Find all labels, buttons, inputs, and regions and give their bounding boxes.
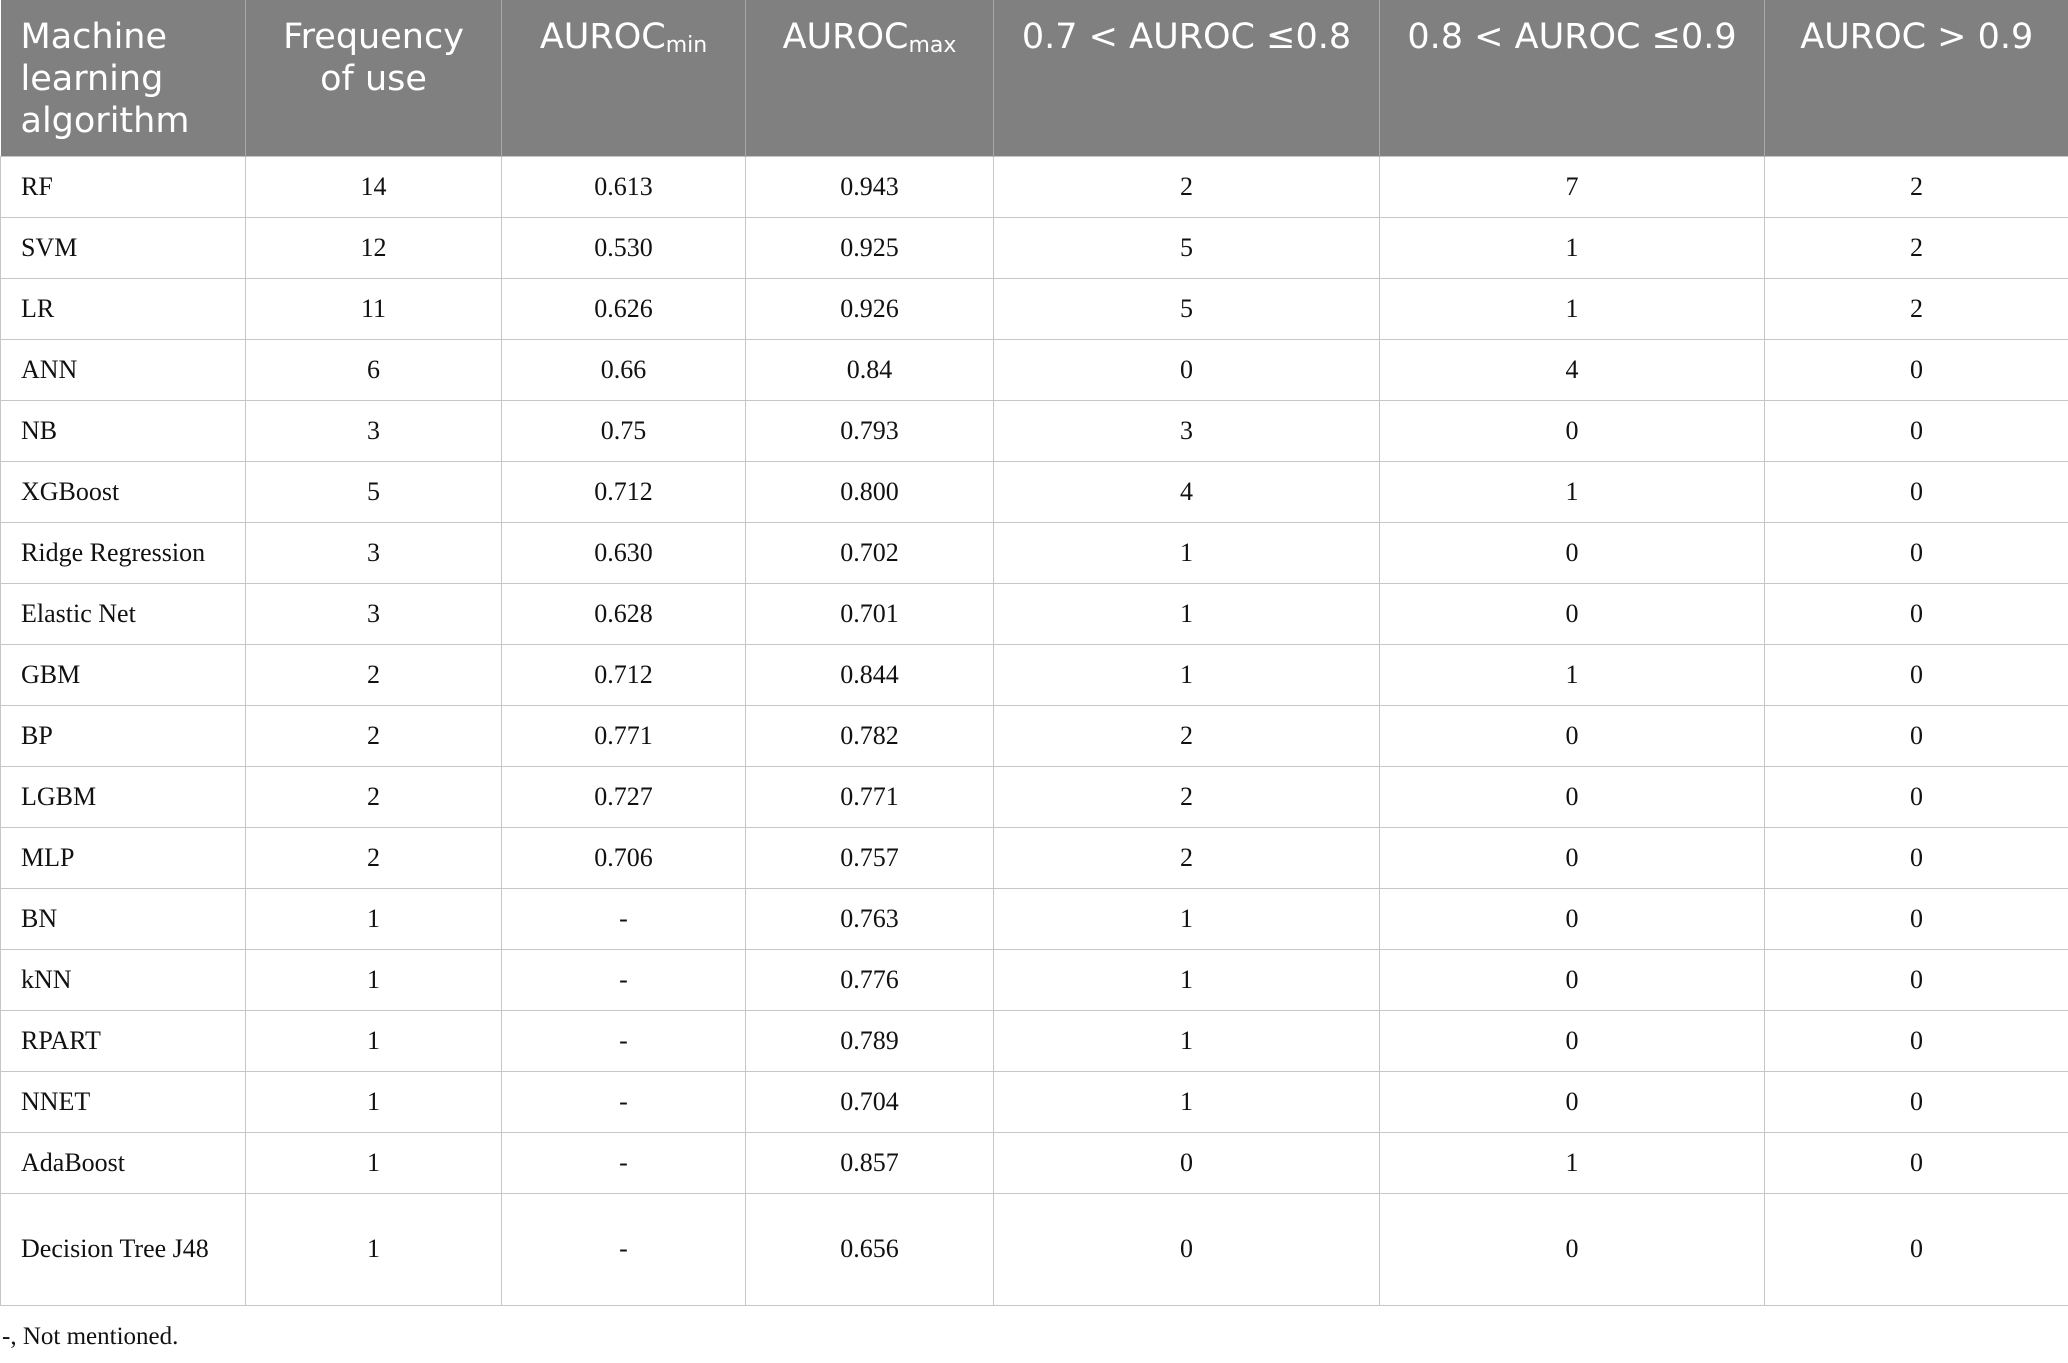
cell-auroc-min: - (502, 949, 746, 1010)
cell-count-gt-09: 0 (1765, 339, 2068, 400)
cell-frequency: 11 (246, 278, 502, 339)
cell-auroc-max: 0.793 (746, 400, 994, 461)
cell-count-08-09: 0 (1380, 1010, 1765, 1071)
header-algorithm: Machine learning algorithm (1, 0, 246, 156)
table-row (1, 827, 2068, 888)
table-row (1, 400, 2068, 461)
cell-count-gt-09: 2 (1765, 217, 2068, 278)
cell-algorithm: BP (1, 705, 246, 766)
cell-count-08-09: 1 (1380, 644, 1765, 705)
cell-algorithm: MLP (1, 827, 246, 888)
cell-count-gt-09: 0 (1765, 766, 2068, 827)
cell-frequency: 2 (246, 705, 502, 766)
cell-count-08-09: 4 (1380, 339, 1765, 400)
cell-auroc-min: 0.706 (502, 827, 746, 888)
cell-count-07-08: 2 (994, 156, 1380, 217)
cell-count-07-08: 1 (994, 949, 1380, 1010)
table-row (1, 461, 2068, 522)
table-row (1, 1010, 2068, 1071)
cell-auroc-max: 0.702 (746, 522, 994, 583)
cell-count-07-08: 1 (994, 888, 1380, 949)
cell-count-07-08: 1 (994, 522, 1380, 583)
cell-algorithm: NB (1, 400, 246, 461)
cell-algorithm: Elastic Net (1, 583, 246, 644)
cell-count-08-09: 0 (1380, 1071, 1765, 1132)
table-row (1, 217, 2068, 278)
cell-auroc-max: 0.704 (746, 1071, 994, 1132)
cell-auroc-max: 0.857 (746, 1132, 994, 1193)
cell-count-gt-09: 0 (1765, 1010, 2068, 1071)
cell-algorithm: LGBM (1, 766, 246, 827)
table-body (1, 156, 2068, 1305)
table-row (1, 766, 2068, 827)
cell-auroc-min: 0.630 (502, 522, 746, 583)
cell-frequency: 3 (246, 522, 502, 583)
cell-auroc-max: 0.782 (746, 705, 994, 766)
cell-algorithm: RPART (1, 1010, 246, 1071)
cell-count-07-08: 2 (994, 827, 1380, 888)
cell-count-08-09: 0 (1380, 583, 1765, 644)
cell-count-08-09: 0 (1380, 888, 1765, 949)
cell-auroc-max: 0.789 (746, 1010, 994, 1071)
cell-count-08-09: 1 (1380, 1132, 1765, 1193)
cell-count-gt-09: 0 (1765, 1193, 2068, 1305)
cell-algorithm: NNET (1, 1071, 246, 1132)
cell-count-07-08: 2 (994, 705, 1380, 766)
cell-auroc-min: 0.727 (502, 766, 746, 827)
cell-algorithm: XGBoost (1, 461, 246, 522)
cell-count-07-08: 1 (994, 1010, 1380, 1071)
cell-auroc-max: 0.925 (746, 217, 994, 278)
cell-auroc-min: 0.626 (502, 278, 746, 339)
cell-auroc-max: 0.757 (746, 827, 994, 888)
table-row (1, 339, 2068, 400)
header-auroc-max (746, 0, 994, 156)
table-row (1, 888, 2068, 949)
cell-auroc-max: 0.776 (746, 949, 994, 1010)
cell-count-08-09: 0 (1380, 705, 1765, 766)
cell-algorithm: kNN (1, 949, 246, 1010)
cell-auroc-max: 0.771 (746, 766, 994, 827)
cell-frequency: 2 (246, 827, 502, 888)
cell-auroc-max: 0.800 (746, 461, 994, 522)
cell-algorithm: Ridge Regression (1, 522, 246, 583)
table-row (1, 644, 2068, 705)
cell-count-07-08: 0 (994, 1193, 1380, 1305)
table-row (1, 278, 2068, 339)
cell-frequency: 3 (246, 583, 502, 644)
header-auroc-max-sub: max (908, 33, 957, 58)
table-header (1, 0, 2068, 156)
cell-algorithm: GBM (1, 644, 246, 705)
table-row (1, 156, 2068, 217)
cell-frequency: 1 (246, 1193, 502, 1305)
table-row (1, 583, 2068, 644)
cell-auroc-min: 0.613 (502, 156, 746, 217)
cell-count-07-08: 0 (994, 339, 1380, 400)
cell-algorithm: AdaBoost (1, 1132, 246, 1193)
cell-auroc-min: 0.628 (502, 583, 746, 644)
cell-count-08-09: 0 (1380, 949, 1765, 1010)
cell-auroc-min: 0.530 (502, 217, 746, 278)
table-row (1, 1193, 2068, 1305)
cell-auroc-max: 0.84 (746, 339, 994, 400)
cell-count-08-09: 0 (1380, 766, 1765, 827)
cell-algorithm: LR (1, 278, 246, 339)
cell-count-07-08: 0 (994, 1132, 1380, 1193)
cell-frequency: 6 (246, 339, 502, 400)
table-row (1, 522, 2068, 583)
cell-auroc-max: 0.943 (746, 156, 994, 217)
cell-count-08-09: 0 (1380, 400, 1765, 461)
cell-count-gt-09: 0 (1765, 644, 2068, 705)
header-range-08-09: 0.8 < AUROC ≤0.9 (1380, 0, 1765, 156)
cell-count-07-08: 2 (994, 766, 1380, 827)
header-range-gt-09: AUROC > 0.9 (1765, 0, 2068, 156)
header-auroc-min-sub: min (665, 33, 708, 58)
cell-count-gt-09: 0 (1765, 461, 2068, 522)
cell-frequency: 12 (246, 217, 502, 278)
cell-count-gt-09: 0 (1765, 949, 2068, 1010)
cell-algorithm: ANN (1, 339, 246, 400)
cell-auroc-max: 0.763 (746, 888, 994, 949)
cell-algorithm: RF (1, 156, 246, 217)
cell-frequency: 5 (246, 461, 502, 522)
cell-count-08-09: 0 (1380, 827, 1765, 888)
header-frequency: Frequency of use (246, 0, 502, 156)
cell-auroc-min: - (502, 1010, 746, 1071)
cell-frequency: 3 (246, 400, 502, 461)
cell-frequency: 1 (246, 888, 502, 949)
cell-auroc-max: 0.926 (746, 278, 994, 339)
cell-count-gt-09: 0 (1765, 1132, 2068, 1193)
table-row (1, 705, 2068, 766)
header-auroc-max-base: AUROC (782, 17, 909, 57)
cell-auroc-min: - (502, 1071, 746, 1132)
cell-count-07-08: 1 (994, 583, 1380, 644)
cell-count-07-08: 5 (994, 217, 1380, 278)
cell-auroc-max: 0.701 (746, 583, 994, 644)
cell-count-08-09: 1 (1380, 461, 1765, 522)
cell-count-08-09: 1 (1380, 217, 1765, 278)
cell-count-gt-09: 2 (1765, 278, 2068, 339)
cell-frequency: 1 (246, 949, 502, 1010)
cell-auroc-min: 0.75 (502, 400, 746, 461)
cell-count-07-08: 5 (994, 278, 1380, 339)
cell-count-gt-09: 2 (1765, 156, 2068, 217)
cell-count-08-09: 1 (1380, 278, 1765, 339)
header-auroc-min (502, 0, 746, 156)
cell-frequency: 2 (246, 766, 502, 827)
cell-auroc-min: - (502, 1132, 746, 1193)
cell-count-gt-09: 0 (1765, 1071, 2068, 1132)
cell-count-08-09: 0 (1380, 1193, 1765, 1305)
cell-frequency: 1 (246, 1071, 502, 1132)
cell-frequency: 14 (246, 156, 502, 217)
table-row (1, 949, 2068, 1010)
cell-count-07-08: 1 (994, 644, 1380, 705)
header-range-07-08: 0.7 < AUROC ≤0.8 (994, 0, 1380, 156)
cell-count-08-09: 7 (1380, 156, 1765, 217)
cell-frequency: 1 (246, 1010, 502, 1071)
cell-count-gt-09: 0 (1765, 522, 2068, 583)
table-row (1, 1132, 2068, 1193)
cell-auroc-min: 0.712 (502, 644, 746, 705)
cell-algorithm: Decision Tree J48 (1, 1193, 246, 1305)
cell-count-gt-09: 0 (1765, 705, 2068, 766)
cell-auroc-min: 0.771 (502, 705, 746, 766)
cell-count-gt-09: 0 (1765, 583, 2068, 644)
table-footnote: -, Not mentioned. (2, 1323, 179, 1350)
cell-algorithm: BN (1, 888, 246, 949)
cell-auroc-min: 0.66 (502, 339, 746, 400)
cell-count-07-08: 4 (994, 461, 1380, 522)
cell-auroc-max: 0.656 (746, 1193, 994, 1305)
cell-algorithm: SVM (1, 217, 246, 278)
cell-frequency: 2 (246, 644, 502, 705)
header-row (1, 0, 2068, 156)
table-row (1, 1071, 2068, 1132)
cell-count-gt-09: 0 (1765, 827, 2068, 888)
header-auroc-min-base: AUROC (539, 17, 666, 57)
cell-count-07-08: 1 (994, 1071, 1380, 1132)
cell-auroc-min: 0.712 (502, 461, 746, 522)
cell-count-gt-09: 0 (1765, 888, 2068, 949)
cell-count-08-09: 0 (1380, 522, 1765, 583)
cell-auroc-min: - (502, 888, 746, 949)
cell-auroc-min: - (502, 1193, 746, 1305)
cell-count-gt-09: 0 (1765, 400, 2068, 461)
cell-frequency: 1 (246, 1132, 502, 1193)
cell-auroc-max: 0.844 (746, 644, 994, 705)
cell-count-07-08: 3 (994, 400, 1380, 461)
